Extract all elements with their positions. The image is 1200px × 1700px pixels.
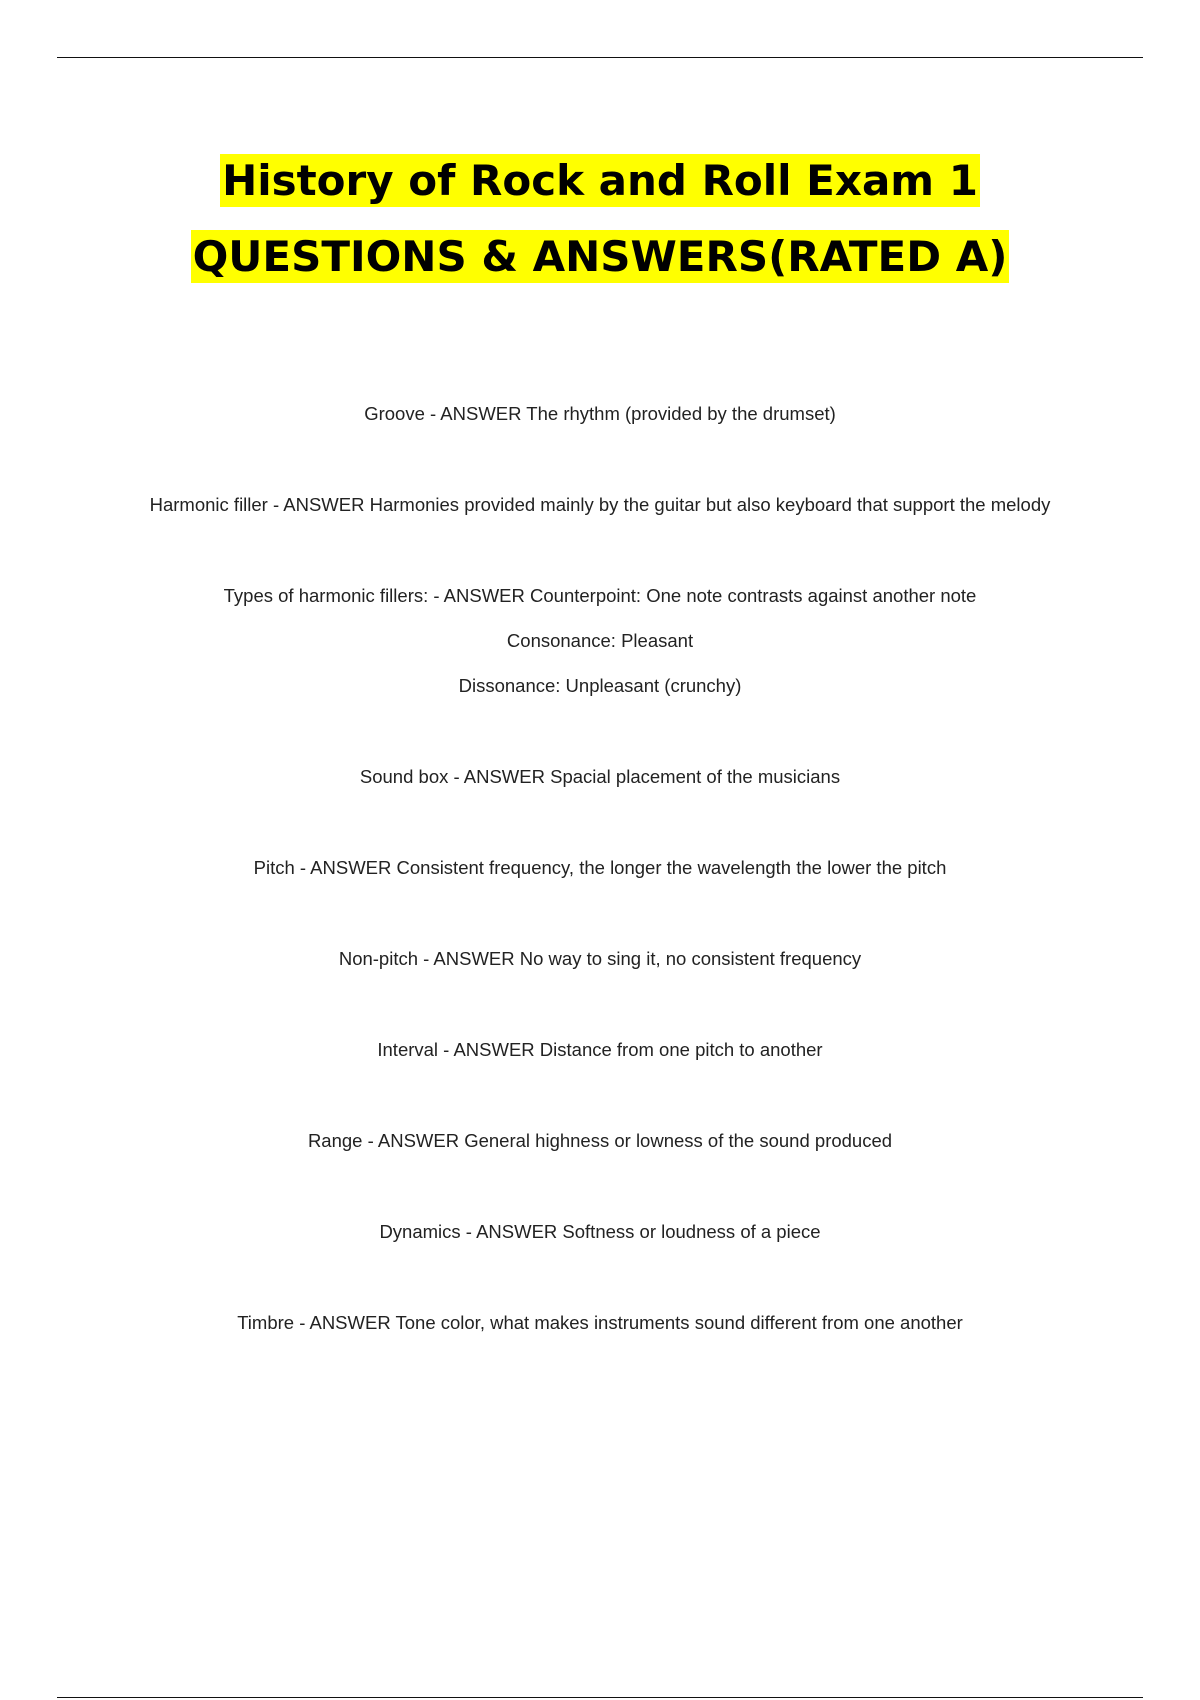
title-line-1: History of Rock and Roll Exam 1 (222, 156, 978, 205)
qa-item-dynamics: Dynamics - ANSWER Softness or loudness of a piece (379, 1221, 821, 1242)
qa-item-groove: Groove - ANSWER The rhythm (provided by the drumset) (364, 403, 836, 424)
top-rule (57, 57, 1143, 58)
qa-item-pitch: Pitch - ANSWER Consistent frequency, the longer the wavelength the lower the pitch (253, 857, 947, 878)
qa-item-timbre: Timbre - ANSWER Tone color, what makes instruments sound different from one another (237, 1312, 963, 1333)
qa-item-types-of-harmonic-fillers: Types of harmonic fillers: - ANSWER Counterpoint: One note contrasts against another note (223, 585, 977, 606)
qa-list (130, 400, 1070, 1337)
qa-item-sound-box: Sound box - ANSWER Spacial placement of the musicians (359, 766, 841, 787)
bottom-rule (57, 1697, 1143, 1698)
document-title (0, 143, 1200, 295)
title-line-2: QUESTIONS & ANSWERS(RATED A) (192, 232, 1008, 281)
qa-item-harmonic-filler: Harmonic filler - ANSWER Harmonies provided mainly by the guitar but also keyboard that support the melody (149, 494, 1051, 515)
qa-item-range: Range - ANSWER General highness or lowness of the sound produced (307, 1130, 893, 1151)
qa-item-interval: Interval - ANSWER Distance from one pitch to another (377, 1039, 823, 1060)
qa-item-non-pitch: Non-pitch - ANSWER No way to sing it, no consistent frequency (338, 948, 862, 969)
qa-subitem-consonance: Consonance: Pleasant (506, 630, 694, 651)
qa-subitem-dissonance: Dissonance: Unpleasant (crunchy) (458, 675, 742, 696)
